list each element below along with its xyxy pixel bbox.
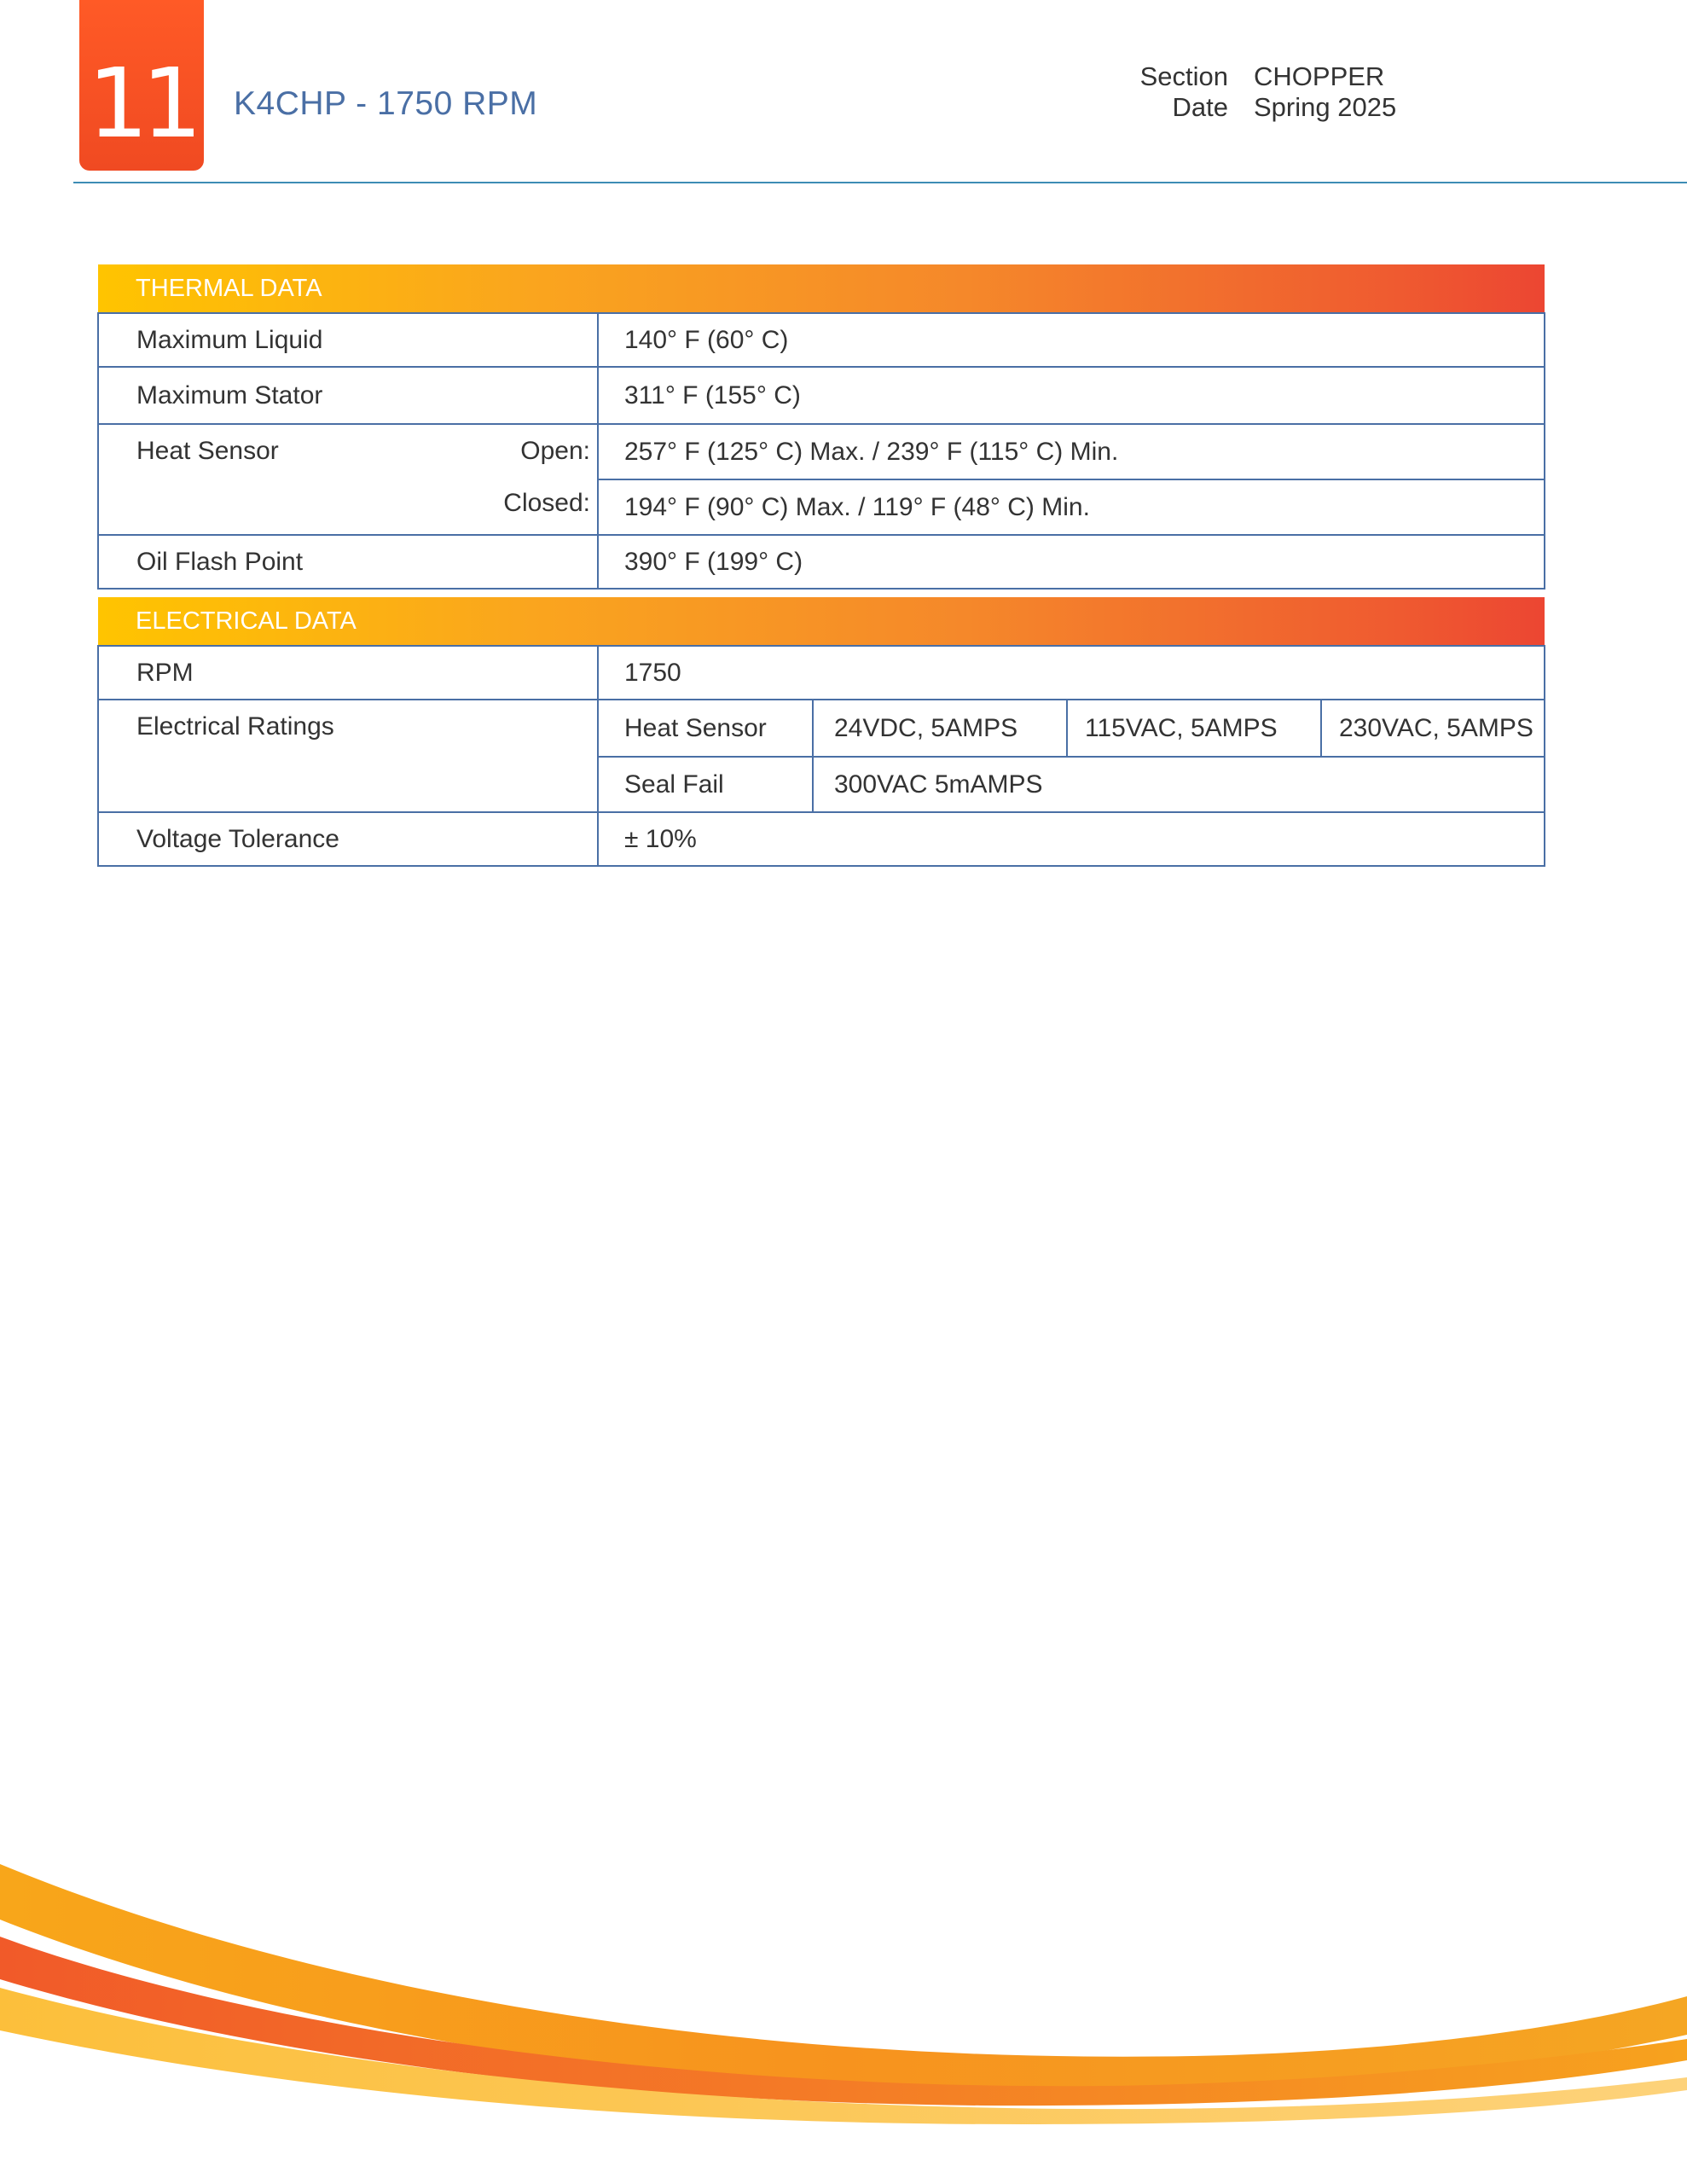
max-liquid-value: 140° F (60° C) (598, 313, 1545, 367)
oil-flash-label: Oil Flash Point (98, 535, 598, 589)
table-row (98, 812, 1545, 866)
ratings-heat-sensor-label: Heat Sensor (598, 700, 813, 757)
meta-date-value: Spring 2025 (1254, 92, 1397, 122)
table-row (98, 700, 1545, 757)
heat-sensor-rating-1: 24VDC, 5AMPS (813, 700, 1067, 757)
closed-label: Closed: (503, 488, 590, 517)
document-meta (1100, 61, 1396, 123)
meta-section-label: Section (1139, 61, 1228, 91)
electrical-ratings-label: Electrical Ratings (98, 700, 598, 812)
table-row (98, 313, 1545, 367)
table-row (98, 367, 1545, 424)
decorative-swoosh (0, 1706, 1687, 2184)
closed-value: 194° F (90° C) Max. / 119° F (48° C) Min. (598, 479, 1545, 535)
table-row (98, 424, 1545, 479)
table-row (98, 646, 1545, 700)
max-stator-label: Maximum Stator (98, 367, 598, 424)
heat-sensor-rating-2: 115VAC, 5AMPS (1067, 700, 1321, 757)
heat-sensor-closed-line (136, 477, 590, 529)
heat-sensor-cell (98, 424, 598, 535)
meta-date-row (1100, 92, 1396, 123)
thermal-heading: THERMAL DATA (98, 264, 1545, 312)
seal-fail-value: 300VAC 5mAMPS (813, 757, 1545, 812)
rpm-label: RPM (98, 646, 598, 700)
meta-date-label: Date (1172, 92, 1228, 122)
voltage-tolerance-value: ± 10% (598, 812, 1545, 866)
page-number-badge (79, 0, 204, 171)
meta-section-row (1100, 61, 1396, 92)
heat-sensor-rating-3: 230VAC, 5AMPS (1321, 700, 1545, 757)
page-number: 11 (87, 49, 196, 160)
oil-flash-value: 390° F (199° C) (598, 535, 1545, 589)
table-row (98, 535, 1545, 589)
max-stator-value: 311° F (155° C) (598, 367, 1545, 424)
open-value: 257° F (125° C) Max. / 239° F (115° C) Min. (598, 424, 1545, 479)
thermal-heading-band (98, 264, 1545, 313)
seal-fail-label: Seal Fail (598, 757, 813, 812)
header-divider (73, 182, 1687, 183)
max-liquid-label: Maximum Liquid (98, 313, 598, 367)
document-title: K4CHP - 1750 RPM (234, 85, 538, 122)
electrical-data-table (97, 597, 1545, 867)
meta-section-value: CHOPPER (1254, 61, 1385, 91)
thermal-data-table (97, 264, 1545, 590)
rpm-value: 1750 (598, 646, 1545, 700)
electrical-heading-band (98, 597, 1545, 646)
heat-sensor-label: Heat Sensor (136, 436, 279, 465)
heat-sensor-open-line (136, 425, 590, 477)
open-label: Open: (520, 436, 590, 465)
electrical-heading: ELECTRICAL DATA (98, 597, 1545, 645)
voltage-tolerance-label: Voltage Tolerance (98, 812, 598, 866)
